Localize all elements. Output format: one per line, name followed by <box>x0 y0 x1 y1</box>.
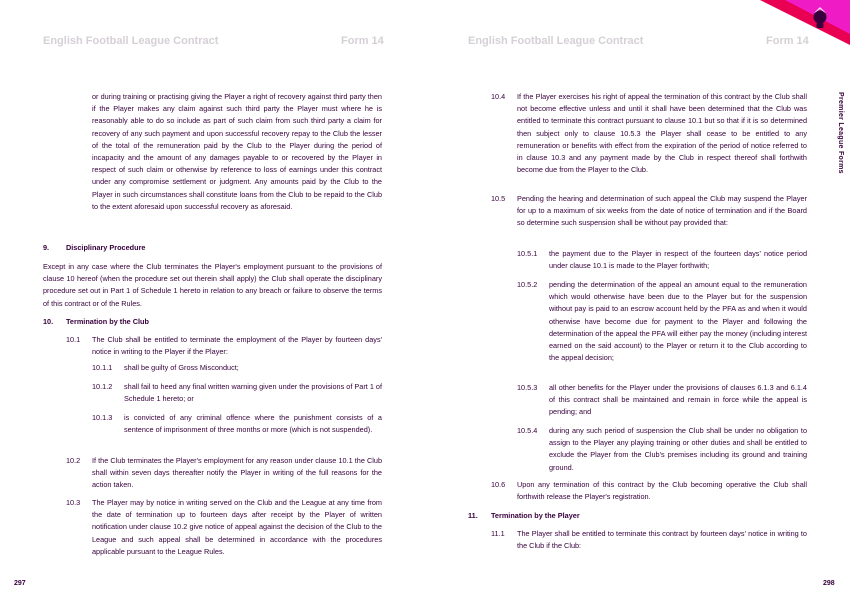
clause-10-5-3-text: all other benefits for the Player under the provisions of clauses 6.1.3 and 6.1.4 of this contract shall be maintained and remain in force while the appeal is pending; and <box>549 383 807 417</box>
clause-10-5-4-text: during any such period of suspension the Club shall be under no obligation to assign to the Player any playing training or other duties and shall be entitled to exclude the Player from the Club's premises including its ground and training ground. <box>549 426 807 472</box>
clause-10-5-2-text: pending the determination of the appeal an amount equal to the remuneration which would otherwise have been due to the Player but for the suspension without pay is paid to an escrow account held by the PFA as and when it would otherwise have become due for payment to the Player and following the determination of the appeal the PFA will either pay the money (including interest earned on the said account) to the Player or return it to the Club according to the appeal decision; <box>549 280 807 363</box>
section-9-text: Except in any case where the Club terminates the Player's employment pursuant to the provisions of clause 10 hereof (when the procedure set out therein shall apply) the Club shall operate the disciplinary procedure set out in Part 1 of Schedule 1 hereto in relation to any breach or failure to observe the terms of this contract or of the Rules. <box>43 262 382 308</box>
section-11-number: 11. <box>468 511 478 520</box>
clause-10-1-text: The Club shall be entitled to terminate the employment of the Player by fourteen days' notice in writing to the Player if the Player: <box>92 335 382 357</box>
clause-11-1-text: The Player shall be entitled to terminate this contract by fourteen days' notice in writing to the Club if the Club: <box>517 529 807 551</box>
clause-10-5-3-number: 10.5.3 <box>517 383 538 392</box>
clause-10-3-number: 10.3 <box>66 498 81 507</box>
left-header-form: Form 14 <box>341 35 384 47</box>
clause-10-6-number: 10.6 <box>491 480 506 489</box>
section-10-title: Termination by the Club <box>66 317 149 326</box>
clause-10-1-1-number: 10.1.1 <box>92 363 113 372</box>
clause-10-5-number: 10.5 <box>491 194 506 203</box>
clause-11-1-number: 11.1 <box>491 529 505 538</box>
clause-10-1-3-text: is convicted of any criminal offence where the punishment consists of a sentence of imprisonment of three months or more (which is not suspended). <box>124 413 382 435</box>
clause-10-4-text: If the Player exercises his right of appeal the termination of this contract by the Club shall not become effective unless and until it shall have been determined that the Club was entitled to terminate this contract pursuant to clause 10.1 but so that if it is so determined then subject only to clause 10.5.3 the Player shall cease to be entitled to any remuneration or benefits with effect from the expiration of the period of notice referred to in clause 10.3 and any payment made by the Club in respect thereof shall forthwith become due from the Player to the Club. <box>517 92 807 175</box>
clause-10-1-2-number: 10.1.2 <box>92 382 113 391</box>
clause-10-5-2-number: 10.5.2 <box>517 280 538 289</box>
clause-10-1-2-text: shall fail to heed any final written warning given under the provisions of Part 1 of Schedule 1 hereto; or <box>124 382 382 404</box>
clause-10-5-1-text: the payment due to the Player in respect of the fourteen days' notice period under clause 10.1 is made to the Player forthwith; <box>549 249 807 271</box>
right-header-title: English Football League Contract <box>468 35 644 47</box>
section-10-number: 10. <box>43 317 54 326</box>
left-page-number: 297 <box>14 580 26 587</box>
clause-10-4-number: 10.4 <box>491 92 506 101</box>
clause-10-5-1-number: 10.5.1 <box>517 249 538 258</box>
right-header-form: Form 14 <box>766 35 809 47</box>
clause-10-1-number: 10.1 <box>66 335 81 344</box>
section-11-title: Termination by the Player <box>491 511 580 520</box>
left-header-title: English Football League Contract <box>43 35 219 47</box>
clause-10-5-4-number: 10.5.4 <box>517 426 538 435</box>
section-9-number: 9. <box>43 243 50 252</box>
side-label: Premier League Forms <box>837 92 844 174</box>
brand-corner-graphic <box>740 0 850 60</box>
right-page <box>425 0 850 603</box>
continuation-paragraph: or during training or practising giving the Player a right of recovery against third party then if the Player makes any claim against such third party the Player must where he is reasonably able to do so include as part of such claim from such third party a claim for recovery of any such payment and upon successful recovery repay to the Club the lesser of the total of the remuneration paid by the Club to the Player during the period of incapacity and the amount of any damages payable to or recovered by the Player in respect of such claim or otherwise by reference to loss of earnings under this contract under any compromise settlement or judgment. Any amounts paid by the Club to the Player in such circumstances shall constitute loans from the Club to be repaid to the Club to the extent aforesaid upon successful recovery as aforesaid. <box>92 92 382 211</box>
clause-10-5-text: Pending the hearing and determination of such appeal the Club may suspend the Player for up to a maximum of six weeks from the date of notice of termination and if the Board so determine such suspension shall be without pay provided that: <box>517 194 807 228</box>
clause-10-6-text: Upon any termination of this contract by the Club becoming operative the Club shall forthwith release the Player's registration. <box>517 480 807 502</box>
section-9-title: Disciplinary Procedure <box>66 243 146 252</box>
clause-10-3-text: The Player may by notice in writing served on the Club and the League at any time from the date of termination up to fourteen days after receipt by the Player of written notification under clause 10.2 give notice of appeal against the decision of the Club to the League and such appeal shall be determined in accordance with the procedures applicable pursuant to the League Rules. <box>92 498 382 556</box>
clause-10-2-number: 10.2 <box>66 456 81 465</box>
clause-10-2-text: If the Club terminates the Player's employment for any reason under clause 10.1 the Club shall within seven days thereafter notify the Player in writing of the full reasons for the action taken. <box>92 456 382 490</box>
clause-10-1-1-text: shall be guilty of Gross Misconduct; <box>124 363 239 372</box>
clause-10-1-3-number: 10.1.3 <box>92 413 113 422</box>
right-page-number: 298 <box>823 580 835 587</box>
